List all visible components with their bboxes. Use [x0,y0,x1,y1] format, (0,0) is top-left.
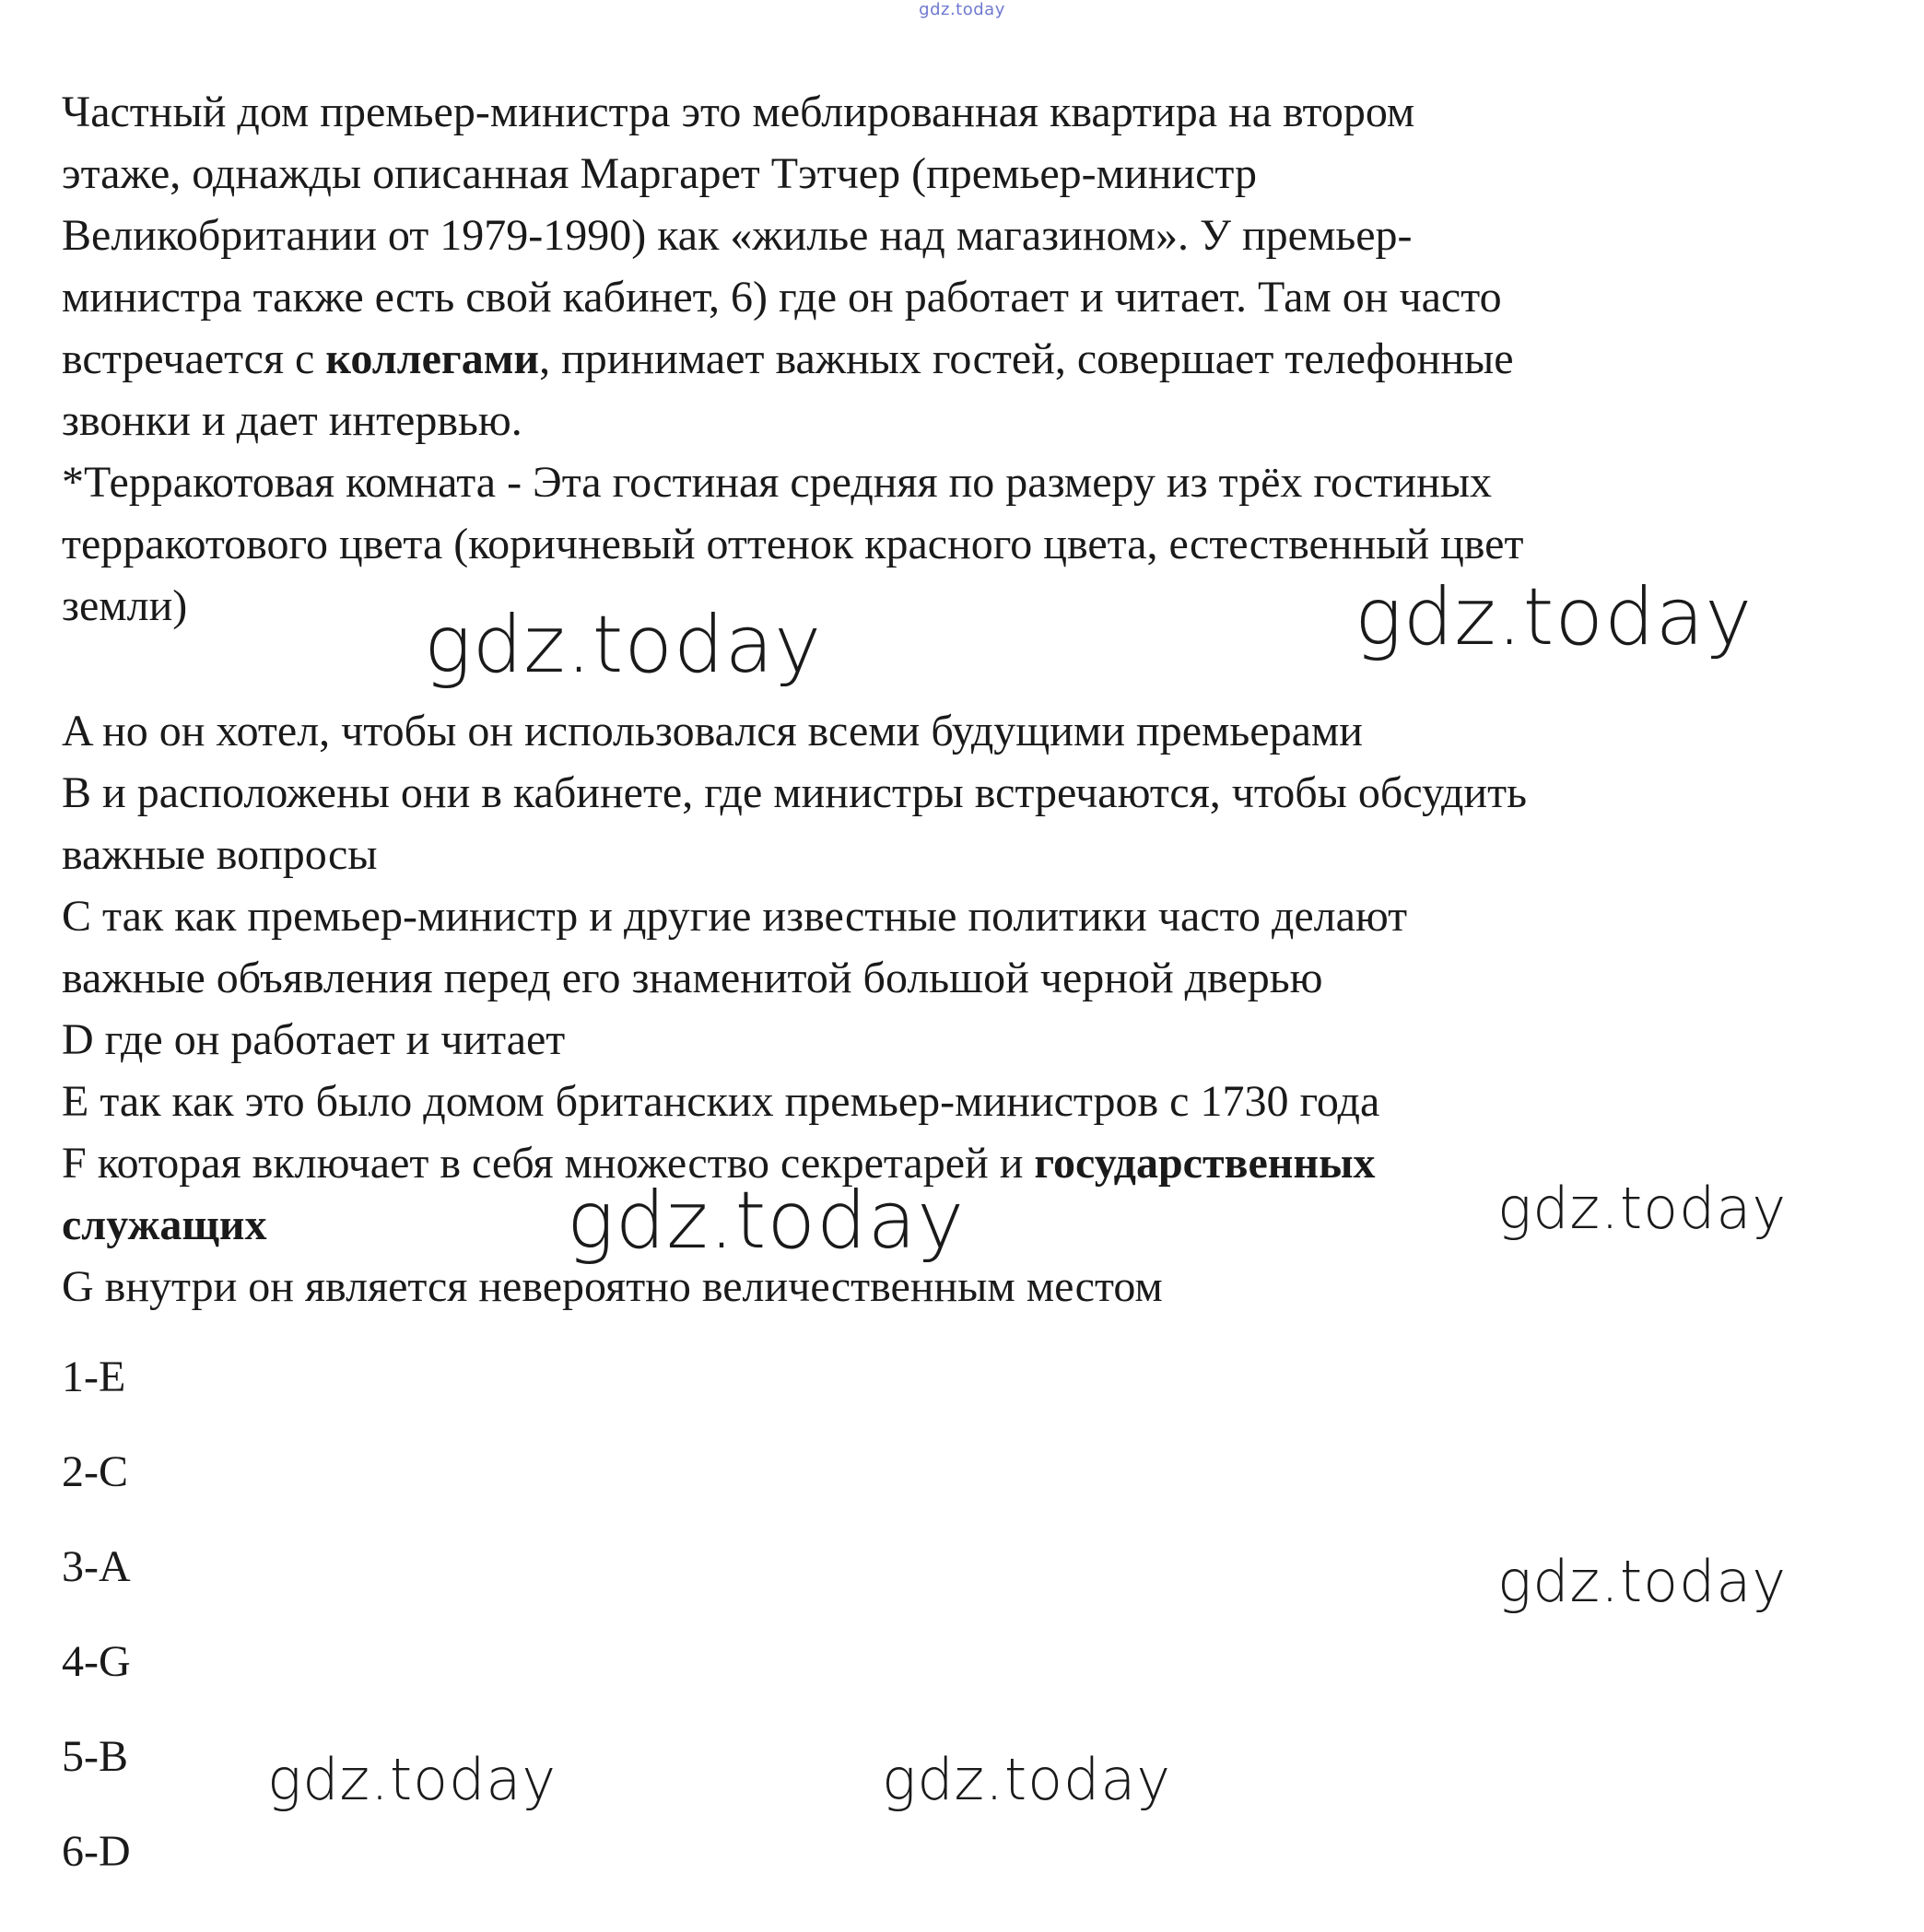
header-site-mark: gdz.today [919,0,1005,19]
watermark: gdz.today [267,1746,557,1813]
watermark: gdz.today [567,1175,966,1267]
option-g: G внутри он является невероятно величественным местом [62,1262,1163,1311]
option-text: F которая включает в себя множество секретарей и [62,1139,1035,1188]
passage-text: встречается с [62,334,326,383]
answer-5: 5-B [62,1732,128,1781]
option-f-continued: служащих [62,1200,267,1249]
option-e: E так как это было домом британских премьер-министров с 1730 года [62,1077,1380,1126]
bold-term-state: государственных [1034,1139,1376,1188]
passage [62,81,1886,637]
option-b: B и расположены они в кабинете, где министры встречаются, чтобы обсудить [62,768,1527,817]
passage-text: , принимает важных гостей, совершает телефонные [539,334,1514,383]
passage-line: министра также есть свой кабинет, 6) где он работает и читает. Там он часто [62,273,1502,322]
passage-line: звонки и дает интервью. [62,396,522,445]
answer-3: 3-A [62,1542,131,1591]
answer-1: 1-E [62,1352,126,1401]
answer-2: 2-C [62,1447,128,1496]
watermark: gdz.today [1355,571,1754,663]
passage-line: Великобритании от 1979-1990) как «жилье над магазином». У премьер- [62,211,1413,260]
footnote-line: терракотового цвета (коричневый оттенок красного цвета, естественный цвет [62,520,1524,568]
answer-4: 4-G [62,1637,131,1686]
footnote-line: *Терракотовая комната - Эта гостиная средняя по размеру из трёх гостиных [62,458,1493,507]
bold-term-colleagues: коллегами [325,334,540,383]
option-c-continued: важные объявления перед его знаменитой большой черной дверью [62,954,1323,1002]
watermark: gdz.today [1497,1175,1788,1242]
option-b-continued: важные вопросы [62,830,378,879]
watermark: gdz.today [424,599,823,691]
watermark: gdz.today [1497,1548,1788,1615]
option-c: C так как премьер-министр и другие известные политики часто делают [62,892,1408,941]
answer-6: 6-D [62,1827,131,1876]
passage-line: этаже, однажды описанная Маргарет Тэтчер (премьер-министр [62,149,1257,198]
passage-line [62,328,1886,390]
option-a: A но он хотел, чтобы он использовался всеми будущими премьерами [62,707,1363,755]
watermark: gdz.today [882,1746,1172,1813]
option-d: D где он работает и читает [62,1015,566,1064]
passage-line: Частный дом премьер-министра это меблированная квартира на втором [62,88,1415,136]
footnote-line: земли) [62,581,188,630]
